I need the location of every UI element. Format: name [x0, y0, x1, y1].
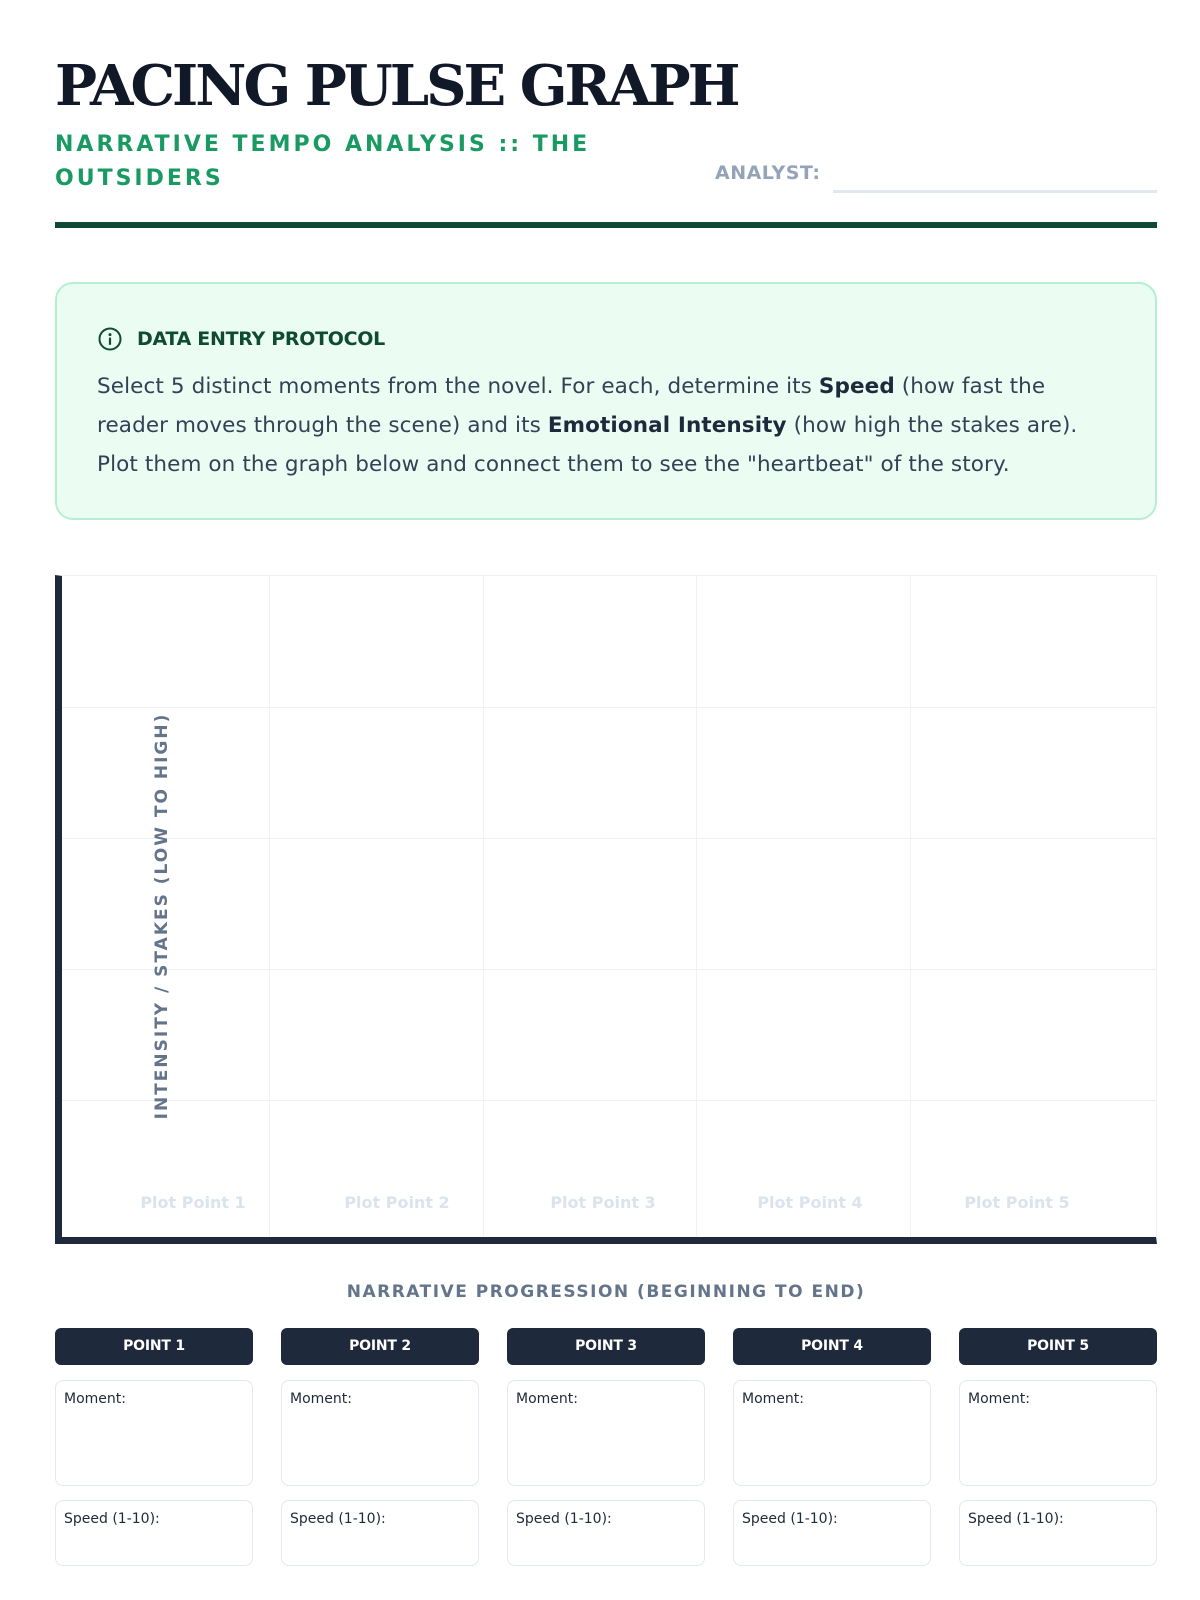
plot-point-label: Plot Point 2 [344, 1193, 450, 1212]
point-column [733, 1328, 931, 1527]
point-header: POINT 2 [281, 1328, 479, 1365]
point-column [55, 1328, 253, 1527]
moment-label: Moment: [516, 1391, 578, 1407]
point-column [507, 1328, 705, 1527]
speed-label: Speed (1-10): [290, 1511, 386, 1527]
grid-line-vertical [269, 576, 270, 1237]
page-subtitle: NARRATIVE TEMPO ANALYSIS :: THE OUTSIDERS [55, 132, 591, 191]
moment-field[interactable] [959, 1380, 1157, 1486]
y-axis-label: INTENSITY / STAKES (LOW TO HIGH) [152, 712, 172, 1120]
analyst-input-line[interactable] [833, 190, 1157, 193]
grid-line-vertical [696, 576, 697, 1237]
protocol-panel [55, 282, 1157, 520]
moment-field[interactable] [55, 1380, 253, 1486]
moment-label: Moment: [64, 1391, 126, 1407]
grid-line-vertical [483, 576, 484, 1237]
speed-label: Speed (1-10): [742, 1511, 838, 1527]
info-icon [97, 326, 123, 352]
page-title: PACING PULSE GRAPH [55, 53, 738, 119]
speed-field[interactable] [507, 1500, 705, 1566]
plot-point-label: Plot Point 3 [550, 1193, 656, 1212]
speed-field[interactable] [281, 1500, 479, 1566]
worksheet-page [55, 0, 1157, 1600]
grid-line-horizontal [62, 1100, 1156, 1101]
protocol-header [97, 326, 385, 352]
moment-label: Moment: [742, 1391, 804, 1407]
speed-field[interactable] [733, 1500, 931, 1566]
point-header: POINT 3 [507, 1328, 705, 1365]
analyst-label: ANALYST: [715, 162, 821, 184]
moment-field[interactable] [281, 1380, 479, 1486]
protocol-emphasis-speed: Speed [818, 374, 895, 399]
point-header: POINT 5 [959, 1328, 1157, 1365]
point-entry-columns [55, 1328, 1157, 1568]
point-column [281, 1328, 479, 1527]
protocol-text-part: (how fast the reader moves through the scene) and its [97, 374, 1046, 438]
grid-line-vertical [910, 576, 911, 1237]
grid-line-horizontal [62, 969, 1156, 970]
protocol-instructions [97, 367, 1117, 484]
speed-label: Speed (1-10): [64, 1511, 160, 1527]
grid-line-horizontal [62, 838, 1156, 839]
speed-label: Speed (1-10): [516, 1511, 612, 1527]
point-header: POINT 1 [55, 1328, 253, 1365]
x-axis-label: NARRATIVE PROGRESSION (BEGINNING TO END) [346, 1282, 866, 1302]
moment-label: Moment: [968, 1391, 1030, 1407]
protocol-text-part: Select 5 distinct moments from the novel. For each, determine its [97, 374, 819, 399]
grid-line-horizontal [62, 707, 1156, 708]
plot-point-label: Plot Point 1 [140, 1193, 246, 1212]
point-column [959, 1328, 1157, 1527]
speed-field[interactable] [55, 1500, 253, 1566]
moment-field[interactable] [733, 1380, 931, 1486]
speed-field[interactable] [959, 1500, 1157, 1566]
plot-point-label: Plot Point 5 [964, 1193, 1070, 1212]
point-header: POINT 4 [733, 1328, 931, 1365]
moment-field[interactable] [507, 1380, 705, 1486]
protocol-emphasis-intensity: Emotional Intensity [547, 413, 787, 438]
protocol-title: DATA ENTRY PROTOCOL [137, 328, 385, 350]
plot-point-label: Plot Point 4 [757, 1193, 863, 1212]
header-divider [55, 222, 1157, 228]
pacing-graph[interactable] [55, 575, 1157, 1244]
speed-label: Speed (1-10): [968, 1511, 1064, 1527]
protocol-text-part: (how high the stakes are). Plot them on the graph below and connect them to see the "heartbeat" of the story. [97, 413, 1078, 477]
moment-label: Moment: [290, 1391, 352, 1407]
